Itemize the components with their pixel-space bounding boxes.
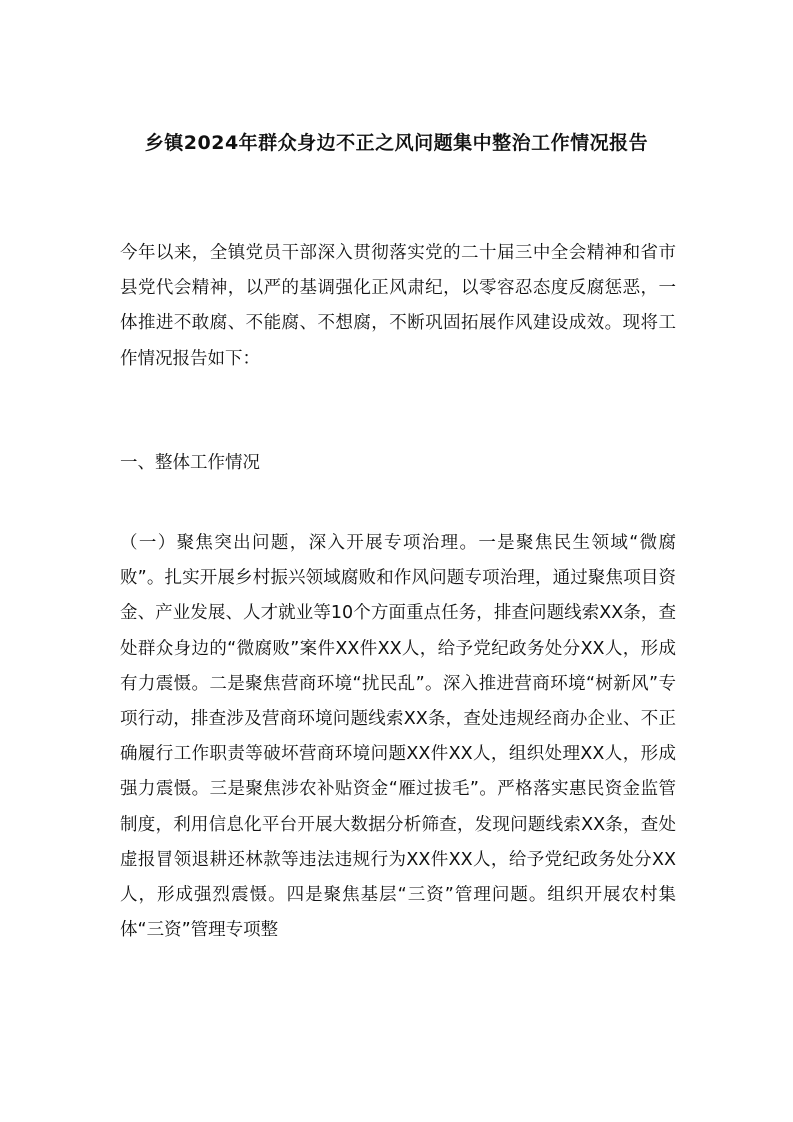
document-title: 乡镇2024年群众身边不正之风问题集中整治工作情况报告 [144, 132, 649, 154]
body-paragraph: （一）聚焦突出问题，深入开展专项治理。一是聚焦民生领域“微腐败”。扎实开展乡村振兴领域腐败和作风问题专项治理，通过聚焦项目资金、产业发展、人才就业等10个方面重点任务，排查问题线索XX条，查处群众身边的“微腐败”案件XX件XX人，给予党纪政务处分XX人，形成有力震慑。二是聚焦营商环境“扰民乱”。深入推进营商环境“树新风”专项行动，排查涉及营商环境问题线索XX条，查处违规经商办企业、不正确履行工作职责等破坏营商环境问题XX件XX人，组织处理XX人，形成强力震慑。三是聚焦涉农补贴资金“雁过拔毛”。严格落实惠民资金监管制度，利用信息化平台开展大数据分析筛查，发现问题线索XX条，查处虚报冒领退耕还林款等违法违规行为XX件XX人，给予党纪政务处分XX人，形成强烈震慑。四是聚焦基层“三资”管理问题。组织开展农村集体“三资”管理专项整 [120, 533, 676, 941]
section-heading: 一、整体工作情况 [120, 453, 260, 473]
intro-paragraph: 今年以来，全镇党员干部深入贯彻落实党的二十届三中全会精神和省市县党代会精神，以严的基调强化正风肃纪，以零容忍态度反腐惩恶，一体推进不敢腐、不能腐、不想腐，不断巩固拓展作风建设成效。现将工作情况报告如下： [120, 243, 676, 369]
